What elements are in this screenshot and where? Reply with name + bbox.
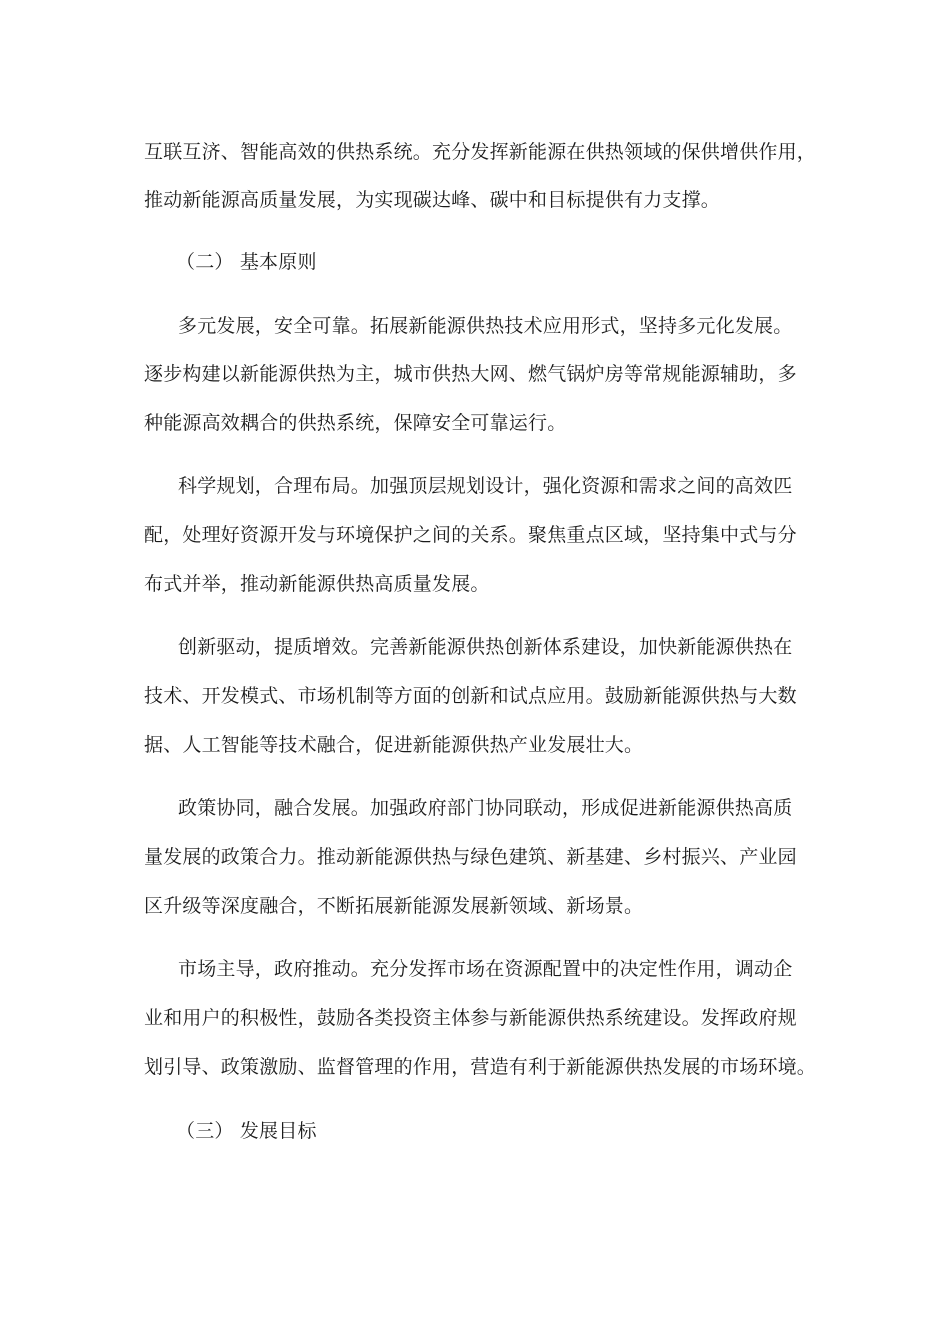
- text-line: 量发展的政策合力。推动新能源供热与绿色建筑、新基建、乡村振兴、产业园: [144, 846, 797, 868]
- text-line: 配，处理好资源开发与环境保护之间的关系。聚焦重点区域，坚持集中式与分: [144, 524, 797, 546]
- text-line: 布式并举，推动新能源供热高质量发展。: [144, 573, 490, 595]
- text-line: 区升级等深度融合，不断拓展新能源发展新领域、新场景。: [144, 895, 644, 917]
- text-line: 多元发展，安全可靠。拓展新能源供热技术应用形式，坚持多元化发展。: [178, 315, 793, 337]
- text-line: 技术、开发模式、市场机制等方面的创新和试点应用。鼓励新能源供热与大数: [144, 685, 797, 707]
- text-line: 据、人工智能等技术融合，促进新能源供热产业发展壮大。: [144, 734, 644, 756]
- section-heading-basic-principles: （二） 基本原则: [176, 251, 317, 273]
- text-line: 种能源高效耦合的供热系统，保障安全可靠运行。: [144, 412, 567, 434]
- text-line: 互联互济、智能高效的供热系统。充分发挥新能源在供热领域的保供增供作用，: [144, 141, 817, 163]
- section-heading-development-goals: （三） 发展目标: [176, 1120, 317, 1142]
- text-line: 业和用户的积极性，鼓励各类投资主体参与新能源供热系统建设。发挥政府规: [144, 1007, 797, 1029]
- text-line: 推动新能源高质量发展，为实现碳达峰、碳中和目标提供有力支撑。: [144, 189, 721, 211]
- text-line: 创新驱动，提质增效。完善新能源供热创新体系建设，加快新能源供热在: [178, 636, 793, 658]
- text-line: 政策协同，融合发展。加强政府部门协同联动，形成促进新能源供热高质: [178, 797, 793, 819]
- text-line: 划引导、政策激励、监督管理的作用，营造有利于新能源供热发展的市场环境。: [144, 1056, 817, 1078]
- text-line: 逐步构建以新能源供热为主，城市供热大网、燃气锅炉房等常规能源辅助，多: [144, 363, 797, 385]
- text-line: 科学规划，合理布局。加强顶层规划设计，强化资源和需求之间的高效匹: [178, 475, 793, 497]
- text-line: 市场主导，政府推动。充分发挥市场在资源配置中的决定性作用，调动企: [178, 958, 793, 980]
